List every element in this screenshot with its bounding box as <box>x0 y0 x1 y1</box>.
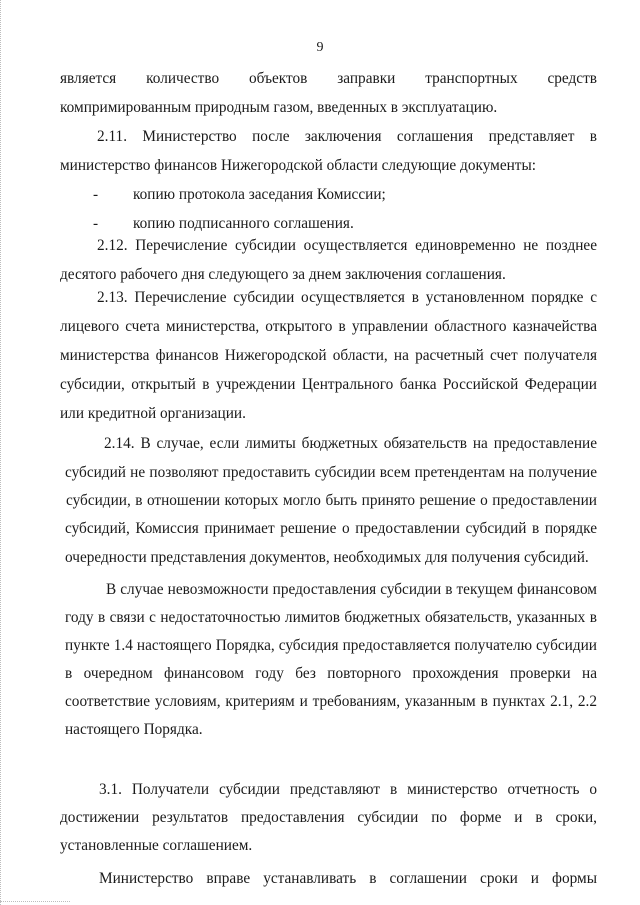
scan-bottom-edge <box>0 901 70 902</box>
text-line: в очередном финансовом году без повторного прохождения проверки на <box>65 665 597 682</box>
text-line: 3.1. Получатели субсидии представляют в министерство отчетность о <box>99 781 597 798</box>
text-line: достижении результатов предоставления субсидии по форме и в сроки, <box>60 809 597 826</box>
text-line: субсидии, в отношении которых могло быть принято решение о предоставлении <box>66 492 597 509</box>
text-line: 2.11. Министерство после заключения соглашения представляет в <box>97 128 597 145</box>
text-line: министерство финансов Нижегородской области следующие документы: <box>60 157 537 174</box>
text-line: очередности представления документов, необходимых для получения субсидий. <box>65 549 589 566</box>
text-line: или кредитной организации. <box>60 405 246 422</box>
page-number: 9 <box>316 40 324 55</box>
text-line: субсидии, открытый в учреждении Центрального банка Российской Федерации <box>60 376 597 393</box>
text-line: десятого рабочего дня следующего за днем заключения соглашения. <box>60 266 506 283</box>
text-line: субсидий не позволяют предоставить субсидии всем претендентам на получение <box>65 464 597 481</box>
text-line: 2.13. Перечисление субсидии осуществляется в установленном порядке с <box>97 289 597 306</box>
text-line: министерства финансов Нижегородской области, на расчетный счет получателя <box>60 347 597 364</box>
text-line: является количество объектов заправки транспортных средств <box>60 70 597 87</box>
list-dash: - <box>93 215 99 232</box>
text-line: пункте 1.4 настоящего Порядка, субсидия предоставляется получателю субсидии <box>65 637 597 654</box>
text-line: 2.14. В случае, если лимиты бюджетных обязательств на предоставление <box>104 435 597 452</box>
text-line: настоящего Порядка. <box>65 721 203 738</box>
text-line: установленные соглашением. <box>60 837 253 854</box>
list-item: копию протокола заседания Комиссии; <box>133 186 386 203</box>
text-line: В случае невозможности предоставления субсидии в текущем финансовом <box>106 581 597 598</box>
list-item: копию подписанного соглашения. <box>133 215 354 232</box>
text-line: Министерство вправе устанавливать в соглашении сроки и формы <box>99 870 597 887</box>
text-line: 2.12. Перечисление субсидии осуществляется единовременно не позднее <box>97 237 597 254</box>
text-line: лицевого счета министерства, открытого в управлении областного казначейства <box>60 318 597 335</box>
text-line: компримированным природным газом, введенных в эксплуатацию. <box>60 99 498 116</box>
section-heading <box>0 744 640 773</box>
text-line: субсидий, Комиссия принимает решение о предоставлении субсидий в порядке <box>65 520 597 537</box>
list-dash: - <box>93 186 99 203</box>
text-line: соответствие условиям, критериям и требованиям, указанным в пунктах 2.1, 2.2 <box>65 693 597 710</box>
text-line: году в связи с недостаточностью лимитов бюджетных обязательств, указанных в <box>65 609 597 626</box>
